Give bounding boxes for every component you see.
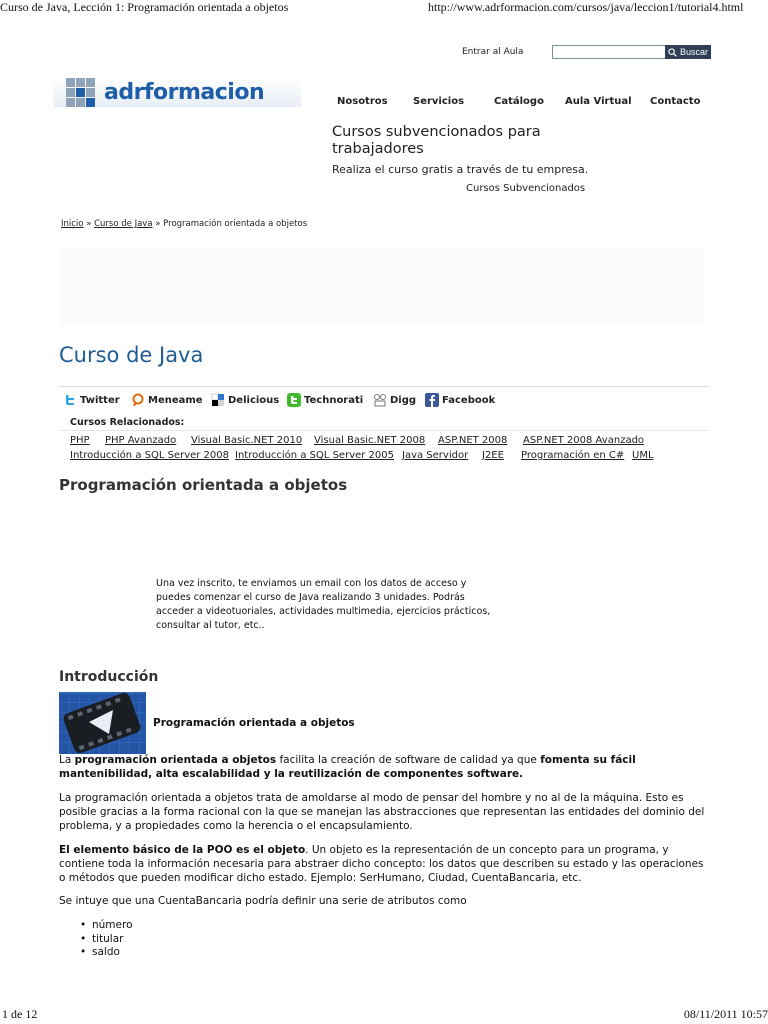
promo-title: Cursos subvencionados para trabajadores xyxy=(332,124,541,157)
site-logo[interactable] xyxy=(53,77,301,107)
technorati-icon xyxy=(287,393,301,407)
text: La xyxy=(59,754,75,766)
facebook-icon xyxy=(425,393,439,407)
related-link[interactable]: J2EE xyxy=(482,450,504,461)
nav-contacto[interactable]: Contacto xyxy=(650,96,701,107)
ad-space xyxy=(60,248,705,326)
related-link[interactable]: PHP Avanzado xyxy=(105,435,177,446)
paragraph xyxy=(59,753,709,781)
nav-nosotros[interactable]: Nosotros xyxy=(337,96,388,107)
related-heading: Cursos Relacionados: xyxy=(70,417,185,428)
divider xyxy=(59,386,709,387)
list-item: • saldo xyxy=(80,946,133,960)
related-link[interactable]: Visual Basic.NET 2010 xyxy=(191,435,303,446)
nav-servicios[interactable]: Servicios xyxy=(413,96,465,107)
related-link[interactable]: Introducción a SQL Server 2008 xyxy=(70,450,230,461)
list-item: • titular xyxy=(80,933,133,947)
share-twitter[interactable] xyxy=(63,393,120,407)
print-page-number: 1 de 12 xyxy=(2,1007,38,1021)
print-title: Curso de Java, Lección 1: Programación orientada a objetos xyxy=(0,0,289,14)
text: . Un objeto es la representación de un concepto para un programa, y contiene toda la información necesaria para abstraer dicho concepto: los datos que describen su estado y las operaciones o métodos que pueden modificar dicho estado. Ejemplo: SerHumano, Ciudad, CuentaBancaria, etc. xyxy=(59,844,704,884)
search-input[interactable] xyxy=(552,45,668,59)
related-link[interactable]: PHP xyxy=(70,435,90,446)
search-icon xyxy=(668,48,677,57)
share-label: Technorati xyxy=(304,394,364,406)
text-bold: programación orientada a objetos xyxy=(74,754,277,766)
breadcrumb-separator: » xyxy=(155,219,161,229)
share-label: Facebook xyxy=(442,394,496,406)
search-button[interactable] xyxy=(665,45,711,59)
paragraph xyxy=(59,843,709,885)
promo-text: Realiza el curso gratis a través de tu empresa. xyxy=(332,163,589,176)
share-delicious[interactable] xyxy=(211,393,279,407)
text-bold: fomenta su fácil mantenibilidad, alta escalabilidad y la reutilización de componentes software. xyxy=(59,754,636,780)
related-link[interactable]: ASP.NET 2008 xyxy=(438,435,508,446)
nav-catalogo[interactable]: Catálogo xyxy=(494,96,544,107)
enrollment-text: Una vez inscrito, te enviamos un email con los datos de acceso y puedes comenzar el curso de Java realizando 3 unidades. Podrás acceder a videotuoriales, actividades multimedia, ejercicios prácticos, consultar al tutor, etc.. xyxy=(156,578,491,631)
search-button-label: Buscar xyxy=(679,47,708,57)
breadcrumb-current: Programación orientada a objetos xyxy=(163,219,308,229)
related-link[interactable]: UML xyxy=(632,450,654,461)
related-link[interactable]: ASP.NET 2008 Avanzado xyxy=(523,435,645,446)
meneame-icon xyxy=(131,393,145,407)
digg-icon xyxy=(373,393,387,407)
aula-link[interactable]: Entrar al Aula xyxy=(462,47,524,57)
course-title: Curso de Java xyxy=(59,343,204,367)
share-label: Digg xyxy=(390,394,417,406)
attribute-list xyxy=(80,919,133,960)
print-datetime: 08/11/2011 10:57 xyxy=(683,1007,768,1021)
share-technorati[interactable] xyxy=(287,393,363,407)
delicious-icon xyxy=(211,393,225,407)
breadcrumb-home[interactable]: Inicio xyxy=(61,219,84,229)
breadcrumb-course[interactable]: Curso de Java xyxy=(94,219,153,229)
share-label: Meneame xyxy=(148,394,203,406)
nav-aula-virtual[interactable]: Aula Virtual xyxy=(565,96,632,107)
text-bold: El elemento básico de la POO es el objeto xyxy=(59,844,306,856)
paragraph: Se intuye que una CuentaBancaria podría definir una serie de atributos como xyxy=(59,895,467,907)
paragraph: La programación orientada a objetos trata de amoldarse al modo de pensar del hombre y no al de la máquina. Esto es posible gracias a la forma racional con la que se manejan las abstracciones que representan las entidades del dominio del problema, y a propiedades como la herencia o el encapsulamiento. xyxy=(59,792,705,832)
promo-link[interactable]: Cursos Subvencionados xyxy=(466,183,586,194)
share-facebook[interactable] xyxy=(425,393,495,407)
list-item: • número xyxy=(80,919,133,933)
related-link[interactable]: Introducción a SQL Server 2005 xyxy=(235,450,395,461)
related-link[interactable]: Java Servidor xyxy=(402,450,469,461)
section-title: Programación orientada a objetos xyxy=(59,476,348,494)
share-meneame[interactable] xyxy=(131,393,203,407)
video-thumbnail[interactable] xyxy=(59,692,146,754)
breadcrumb xyxy=(61,219,307,229)
print-url: http://www.adrformacion.com/cursos/java/leccion1/tutorial4.html xyxy=(428,0,744,14)
film-play-icon xyxy=(59,692,146,754)
text: facilita la creación de software de calidad ya que xyxy=(276,754,541,766)
breadcrumb-separator: » xyxy=(86,219,92,229)
divider xyxy=(59,430,709,431)
share-label: Delicious xyxy=(228,394,280,406)
intro-heading: Introducción xyxy=(59,669,159,685)
share-digg[interactable] xyxy=(373,393,416,407)
thumbnail-caption: Programación orientada a objetos xyxy=(153,717,355,729)
related-link[interactable]: Programación en C# xyxy=(521,450,625,461)
share-label: Twitter xyxy=(80,394,120,406)
twitter-icon xyxy=(63,393,77,407)
related-link[interactable]: Visual Basic.NET 2008 xyxy=(314,435,426,446)
logo-text: adrformacion xyxy=(104,79,265,105)
logo-grid-icon xyxy=(66,78,98,106)
